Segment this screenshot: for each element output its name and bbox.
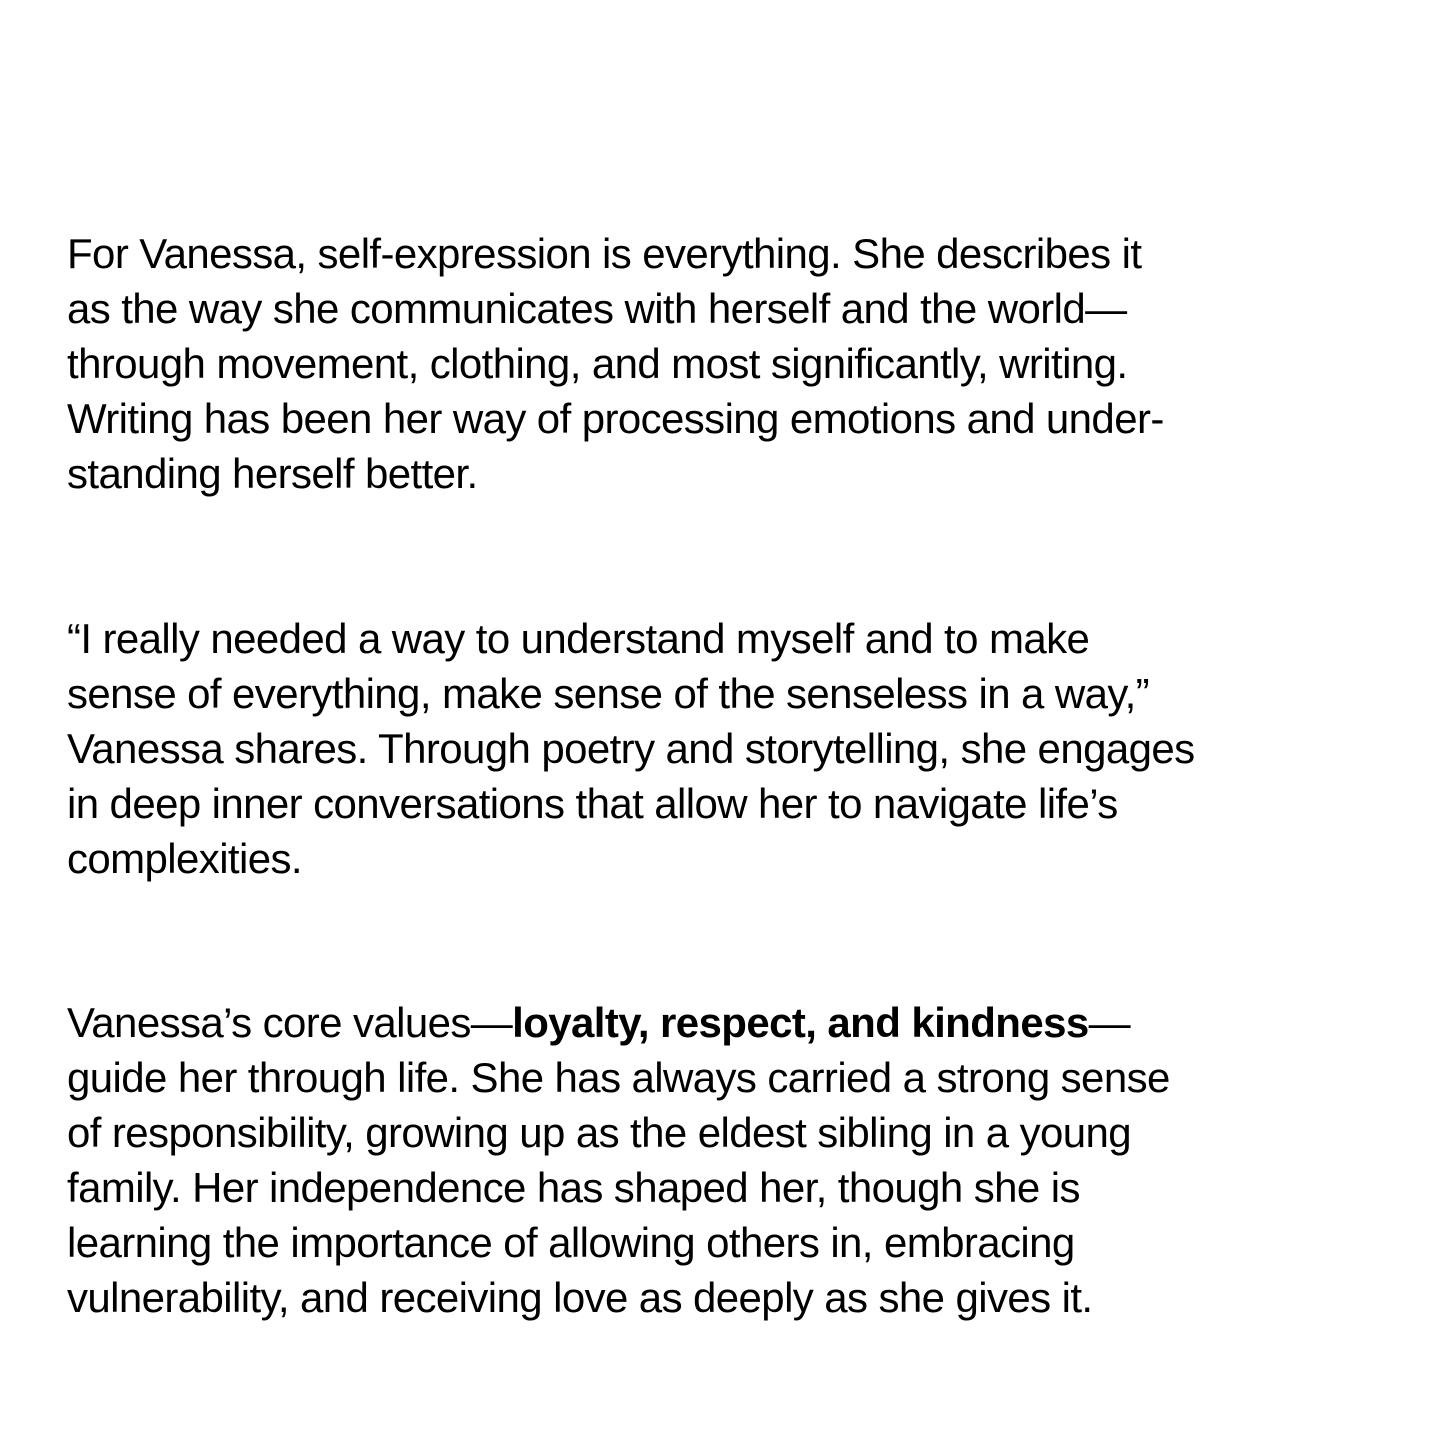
- paragraph-core-values: [67, 995, 1170, 1325]
- text-line: For Vanessa, self-expression is everything. She describes it: [67, 230, 1142, 277]
- paragraph-quote: [67, 611, 1195, 886]
- text-line: as the way she communicates with herself and the world—: [67, 285, 1127, 332]
- text-line: vulnerability, and receiving love as deeply as she gives it.: [67, 1274, 1093, 1321]
- text-line: learning the importance of allowing others in, embracing: [67, 1219, 1075, 1266]
- text-line: through movement, clothing, and most significantly, writing.: [67, 340, 1128, 387]
- paragraph-self-expression: [67, 226, 1164, 501]
- text-line: “I really needed a way to understand myself and to make: [67, 615, 1090, 662]
- text-segment: Vanessa’s core values—: [67, 999, 513, 1046]
- text-line: [67, 995, 1170, 1050]
- text-line: sense of everything, make sense of the senseless in a way,”: [67, 670, 1150, 717]
- text-line: of responsibility, growing up as the eldest sibling in a young: [67, 1109, 1132, 1156]
- text-line: family. Her independence has shaped her, though she is: [67, 1164, 1080, 1211]
- text-line: complexities.: [67, 835, 302, 882]
- text-segment: —: [1088, 999, 1131, 1046]
- text-line: guide her through life. She has always carried a strong sense: [67, 1054, 1170, 1101]
- text-line: standing herself better.: [67, 450, 478, 497]
- text-line: in deep inner conversations that allow her to navigate life’s: [67, 780, 1118, 827]
- text-line: Vanessa shares. Through poetry and storytelling, she engages: [67, 725, 1195, 772]
- text-line: Writing has been her way of processing emotions and under-: [67, 395, 1164, 442]
- core-values-emphasis: loyalty, respect, and kindness: [512, 999, 1089, 1046]
